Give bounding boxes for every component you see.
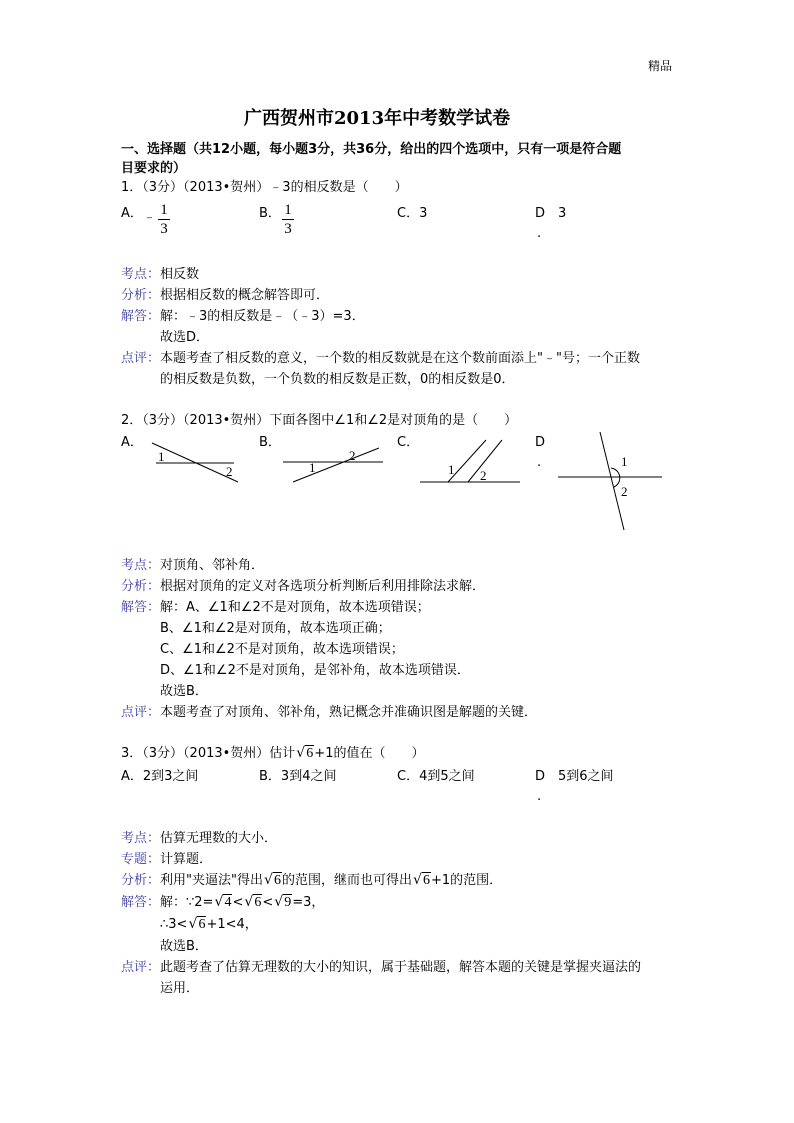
q2-figure-a [150,438,250,488]
q3-option-d-label: D [535,769,546,784]
q2-fenxi: 根据对顶角的定义对各选项分析判断后利用排除法求解． [160,579,486,594]
q3-option-d-dot: . [537,789,542,804]
q3-stem-radicand: 6 [306,746,314,761]
q1-option-a-denominator: 3 [160,221,168,237]
q3-dianping-line1: 此题考查了估算无理数的大小的知识，属于基础题，解答本题的关键是掌握夹逼法的 [160,960,642,975]
q1-option-d-label: D [535,206,546,221]
q2-figure-d [558,430,668,535]
q3-jieda-line2 [160,916,258,934]
q3-jieda-line2-suffix: +1<4， [206,917,258,932]
section-heading-line2: 目要求的） [121,161,187,176]
q2-figure-d-angle-2: 2 [621,484,628,499]
q1-jieda-line1: 解：﹣3的相反数是﹣（﹣3）=3． [160,309,365,324]
q3-jieda-radicand-9: 9 [284,895,292,910]
q1-option-a-label: A． [121,206,143,221]
q2-figure-a-angle-1: 1 [158,449,165,464]
q2-dianping-tag: 点评： [121,705,161,720]
q2-kaodian: 对顶角、邻补角． [160,558,265,573]
q3-dianping-line2: 运用． [160,981,200,996]
q1-kaodian-tag: 考点： [121,267,161,282]
q1-option-b-denominator: 3 [284,221,292,237]
q3-jieda-radical-6: √ 6 [244,894,262,910]
q3-zhuanti: 计算题． [160,852,213,867]
q1-dianping-tag: 点评： [121,351,161,366]
q3-fenxi-middle: 的范围，继而也可得出 [281,873,412,888]
q3-fenxi-plus: +1 [430,873,451,888]
q3-jieda-radical-9: √ 9 [274,894,292,910]
q1-option-c: C．3 [397,206,428,221]
q3-stem [121,745,424,763]
q2-stem: 2．（3分）（2013•贺州）下面各图中∠1和∠2是对顶角的是（ ） [121,413,518,428]
q2-figure-c [420,438,525,488]
q2-jieda-line1: 解：A、∠1和∠2不是对顶角，故本选项错误； [160,600,430,615]
q3-fenxi-radical-2: √ 6 [412,872,430,888]
q2-jieda-line2: B、∠1和∠2是对顶角，故本选项正确； [160,621,391,636]
page-title: 广西贺州市2013年中考数学试卷 [244,108,511,129]
q3-zhuanti-tag: 专题： [121,852,161,867]
q1-fenxi: 根据相反数的概念解答即可． [160,288,330,303]
q1-stem: 1．（3分）（2013•贺州）﹣3的相反数是（ ） [121,180,408,195]
q1-kaodian: 相反数 [160,267,200,282]
q1-option-a-numerator: 1 [158,203,170,220]
q3-dianping-tag: 点评： [121,960,161,975]
q3-jieda-line2-prefix: ∴3< [160,917,188,932]
q1-dianping-line1: 本题考查了相反数的意义，一个数的相反数就是在这个数前面添上"﹣"号；一个正数 [160,351,640,366]
section-heading-line1: 一、选择题（共12小题，每小题3分，共36分，给出的四个选项中，只有一项是符合题 [121,142,622,157]
q3-jieda-line3: 故选B． [160,939,208,954]
q1-fenxi-tag: 分析： [121,288,161,303]
q3-stem-plus: +1 [314,746,334,761]
q3-stem-suffix: 的值在（ ） [333,746,425,761]
q2-figure-b-angle-2: 2 [349,448,356,463]
q3-jieda-tag: 解答： [121,895,161,910]
q3-fenxi-radical-1: √ 6 [263,872,281,888]
q3-fenxi-prefix: 利用"夹逼法"得出 [160,873,263,888]
q3-jieda-line1 [160,894,324,912]
q3-stem-prefix: 3．（3分）（2013•贺州）估计 [121,746,296,761]
q3-option-a: A．2到3之间 [121,769,199,784]
q1-option-d-dot: . [537,226,542,241]
q3-fenxi [160,872,502,890]
q3-jieda-radical-4: √ 4 [214,894,232,910]
q3-stem-radical: √ 6 [296,745,314,761]
q3-kaodian: 估算无理数的大小． [160,831,278,846]
q1-option-b-label: B． [259,206,281,221]
q1-option-a-sign: ﹣ [143,210,157,225]
q3-jieda-line1-prefix: 解：∵2= [160,895,214,910]
q3-option-c: C．4到5之间 [397,769,475,784]
q2-jieda-line3: C、∠1和∠2不是对顶角，故本选项错误； [160,642,404,657]
q3-fenxi-radicand-2: 6 [422,873,430,888]
q2-jieda-line5: 故选B． [160,684,208,699]
q3-jieda-radicand-4: 4 [224,895,232,910]
q3-jieda-line2-radicand: 6 [198,917,206,932]
q3-kaodian-tag: 考点： [121,831,161,846]
q3-option-b: B．3到4之间 [259,769,337,784]
q1-option-b-fraction [282,203,294,237]
q2-option-d-label: D [535,435,546,450]
q2-figure-b-angle-1: 1 [309,460,316,475]
q2-figure-c-angle-2: 2 [480,468,487,483]
q1-dianping-line2: 的相反数是负数，一个负数的相反数是正数，0的相反数是0． [160,372,515,387]
q1-option-d-value: 3 [558,206,567,221]
q3-jieda-lt-2: < [262,895,274,910]
q3-option-d-value: 5到6之间 [558,769,614,784]
q2-figure-d-angle-1: 1 [621,454,628,469]
q2-option-a-label: A． [121,435,143,450]
q3-jieda-line2-radical: √ 6 [188,916,206,932]
q2-option-d-dot: . [537,455,542,470]
q2-figure-a-angle-2: 2 [226,464,233,479]
q3-jieda-line1-suffix: =3， [292,895,325,910]
q3-fenxi-tag: 分析： [121,873,161,888]
q2-option-b-label: B． [259,435,281,450]
q3-fenxi-radicand-1: 6 [273,873,281,888]
q1-option-b-numerator: 1 [282,203,294,220]
q1-jieda-tag: 解答： [121,309,161,324]
q2-kaodian-tag: 考点： [121,558,161,573]
q2-option-c-label: C． [397,435,420,450]
q3-jieda-lt-1: < [232,895,244,910]
q2-jieda-tag: 解答： [121,600,161,615]
q1-option-a-fraction [158,203,170,237]
header-label: 精品 [648,59,673,73]
q2-dianping-line1: 本题考查了对顶角、邻补角，熟记概念并准确识图是解题的关键． [160,705,538,720]
q1-jieda-line2: 故选D． [160,330,210,345]
q3-jieda-radicand-6: 6 [254,895,262,910]
q2-figure-c-angle-1: 1 [448,462,455,477]
q3-fenxi-suffix: 的范围． [450,873,503,888]
q2-figure-b [283,440,393,490]
q2-jieda-line4: D、∠1和∠2不是对顶角，是邻补角，故本选项错误． [160,663,470,678]
q2-fenxi-tag: 分析： [121,579,161,594]
